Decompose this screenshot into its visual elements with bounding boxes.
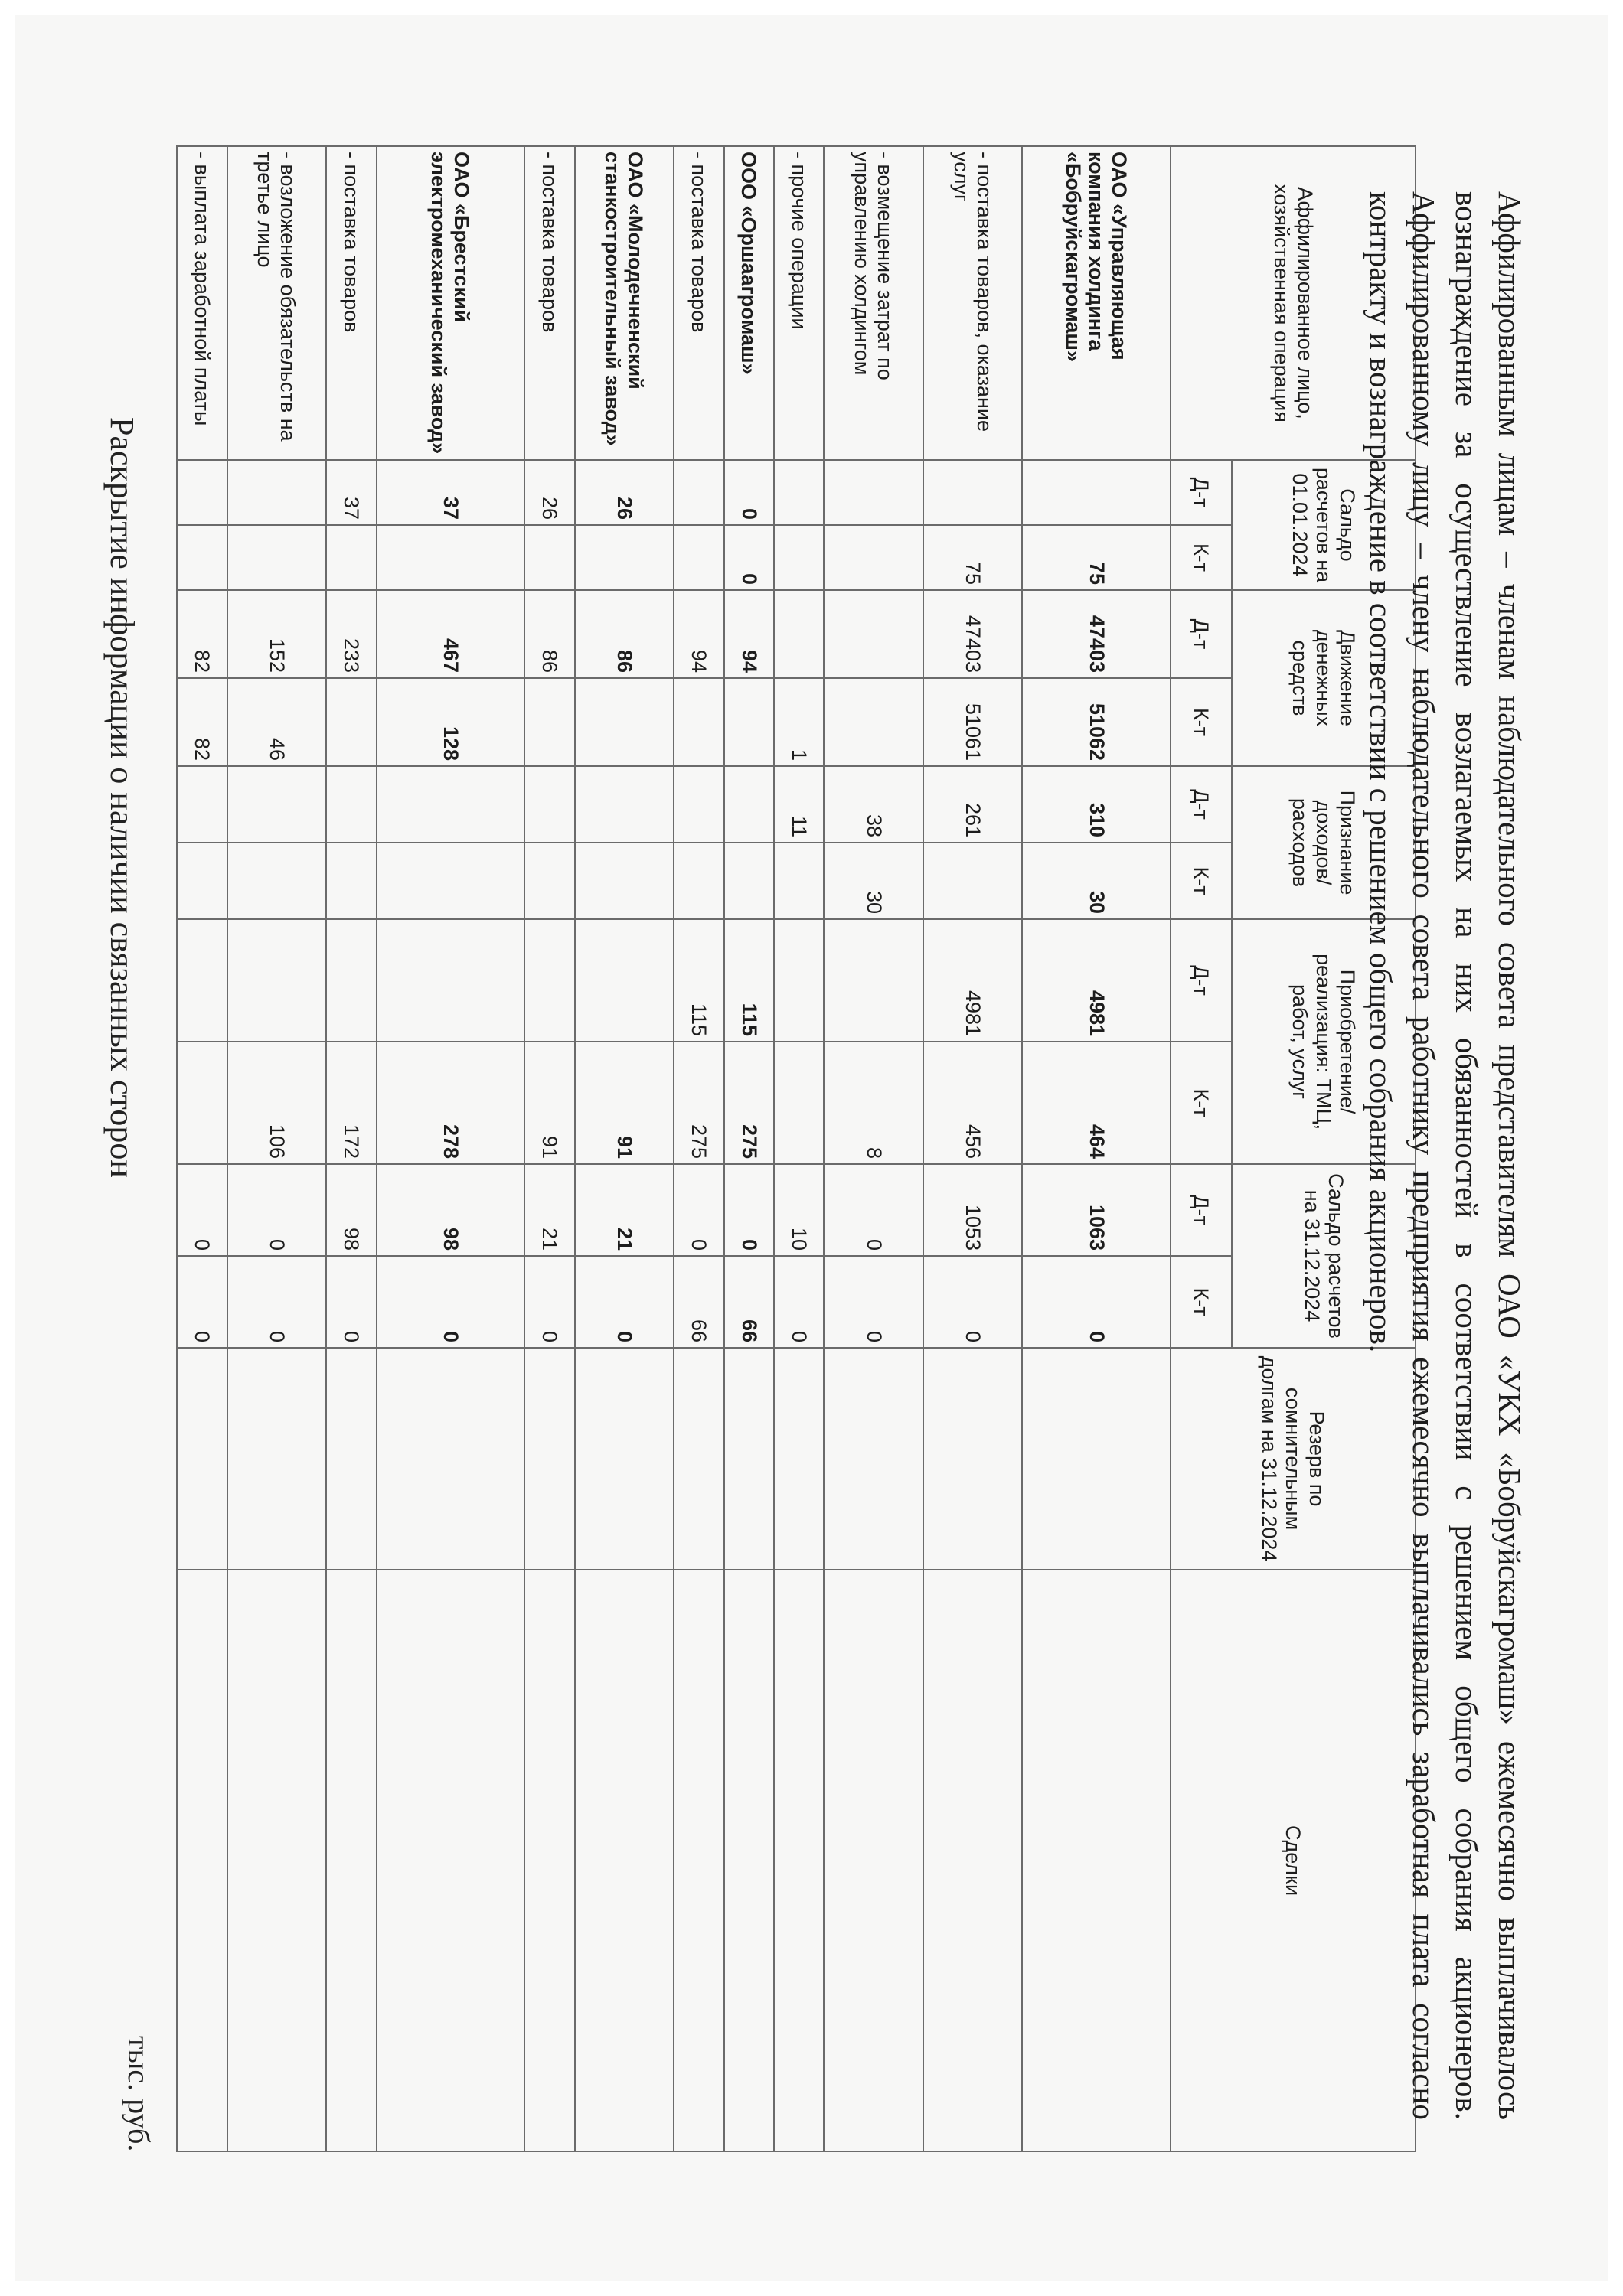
header-cash-flow: Движение денежных средств (1232, 590, 1416, 766)
value-cell: 115 (674, 919, 723, 1042)
value-cell: 0 (824, 1164, 923, 1256)
value-cell: 94 (724, 590, 774, 678)
value-cell (824, 590, 923, 678)
value-cell: 11 (774, 766, 824, 843)
value-cell: 0 (177, 1164, 227, 1256)
deals-cell (326, 1570, 376, 2151)
value-cell (326, 919, 376, 1042)
reserve-cell (774, 1348, 824, 1570)
value-cell (923, 843, 1023, 919)
value-cell (824, 919, 923, 1042)
currency-unit: тыс. руб. (122, 2036, 156, 2152)
value-cell: 0 (774, 1256, 824, 1348)
value-cell (377, 843, 525, 919)
table-row (326, 146, 376, 2151)
reserve-cell (177, 1348, 227, 1570)
value-cell: 0 (724, 525, 774, 590)
row-label: ОАО «Молодечненский станкостроительный завод» (575, 146, 674, 460)
deals-cell (724, 1570, 774, 2151)
deals-cell (377, 1570, 525, 2151)
deals-cell (674, 1570, 723, 2151)
subheader-credit: К-т (1171, 1256, 1232, 1348)
value-cell (575, 678, 674, 766)
value-cell: 1053 (923, 1164, 1023, 1256)
value-cell (524, 678, 574, 766)
value-cell: 4981 (923, 919, 1023, 1042)
value-cell: 26 (575, 460, 674, 525)
value-cell: 26 (524, 460, 574, 525)
reserve-cell (377, 1348, 525, 1570)
deals-cell (1022, 1570, 1171, 2151)
value-cell (774, 843, 824, 919)
value-cell: 10 (774, 1164, 824, 1256)
subheader-credit: К-т (1171, 525, 1232, 590)
value-cell: 0 (724, 1164, 774, 1256)
value-cell (227, 525, 327, 590)
table-row (824, 146, 923, 2151)
reserve-cell (923, 1348, 1023, 1570)
related-parties-table (176, 145, 1416, 2152)
row-label: - поставка товаров (674, 146, 723, 460)
value-cell: 4981 (1022, 919, 1171, 1042)
header-goods-services: Приобретение/ реализация: ТМЦ, работ, услуг (1232, 919, 1416, 1164)
value-cell (326, 843, 376, 919)
value-cell (524, 766, 574, 843)
value-cell: 86 (524, 590, 574, 678)
subheader-debit: Д-т (1171, 1164, 1232, 1256)
value-cell: 1 (774, 678, 824, 766)
value-cell (674, 678, 723, 766)
value-cell: 0 (227, 1256, 327, 1348)
value-cell: 37 (326, 460, 376, 525)
value-cell: 30 (824, 843, 923, 919)
table-row (177, 146, 227, 2151)
value-cell (177, 525, 227, 590)
header-doubtful-reserve: Резерв по сомнительным долгам на 31.12.2024 (1171, 1348, 1416, 1570)
value-cell (724, 678, 774, 766)
table-row (923, 146, 1023, 2151)
value-cell (575, 525, 674, 590)
value-cell: 456 (923, 1042, 1023, 1164)
value-cell: 0 (724, 460, 774, 525)
value-cell: 464 (1022, 1042, 1171, 1164)
value-cell: 75 (1022, 525, 1171, 590)
table-row (724, 146, 774, 2151)
value-cell: 1063 (1022, 1164, 1171, 1256)
value-cell: 30 (1022, 843, 1171, 919)
value-cell (1022, 460, 1171, 525)
deals-cell (524, 1570, 574, 2151)
value-cell (923, 460, 1023, 525)
value-cell: 275 (724, 1042, 774, 1164)
row-label: - возложение обязательств на третье лицо (227, 146, 327, 460)
value-cell: 172 (326, 1042, 376, 1164)
value-cell (774, 590, 824, 678)
value-cell (674, 766, 723, 843)
value-cell: 82 (177, 678, 227, 766)
subheader-debit: Д-т (1171, 766, 1232, 843)
header-closing-balance: Сальдо расчетов на 31.12.2024 (1232, 1164, 1416, 1348)
value-cell: 0 (524, 1256, 574, 1348)
value-cell: 47403 (1022, 590, 1171, 678)
deals-cell (227, 1570, 327, 2151)
value-cell: 115 (724, 919, 774, 1042)
value-cell (774, 1042, 824, 1164)
value-cell: 51061 (923, 678, 1023, 766)
row-label: - прочие операции (774, 146, 824, 460)
value-cell (674, 525, 723, 590)
value-cell (377, 919, 525, 1042)
value-cell (326, 766, 376, 843)
header-entity: Аффилированное лицо, хозяйственная операция (1171, 146, 1416, 460)
value-cell: 233 (326, 590, 376, 678)
value-cell: 8 (824, 1042, 923, 1164)
row-label: - поставка товаров, оказание услуг (923, 146, 1023, 460)
subheader-debit: Д-т (1171, 460, 1232, 525)
value-cell (326, 525, 376, 590)
value-cell: 106 (227, 1042, 327, 1164)
value-cell (524, 843, 574, 919)
header-deals: Сделки (1171, 1570, 1416, 2151)
value-cell: 152 (227, 590, 327, 678)
value-cell: 21 (575, 1164, 674, 1256)
value-cell (524, 525, 574, 590)
value-cell: 0 (923, 1256, 1023, 1348)
deals-cell (774, 1570, 824, 2151)
value-cell (326, 678, 376, 766)
reserve-cell (326, 1348, 376, 1570)
table-row (227, 146, 327, 2151)
value-cell (824, 525, 923, 590)
subheader-debit: Д-т (1171, 919, 1232, 1042)
remuneration-paragraph: Аффилированным лицам – членам наблюдательного совета представителям ОАО «УКХ «Бобруйскагромаш» ежемесячно выплачивалось вознаграждение за осуществление возлагаемых на них обязанностей в соответствии с решением общего собрания акционеров. Аффилированному лицу – члену наблюдательного совета работнику предприятия ежемесячно выплачивались заработная плата согласно контракту и вознаграждение в соответствии с решением общего собрания акционеров. (1363, 191, 1527, 2120)
value-cell: 0 (1022, 1256, 1171, 1348)
value-cell: 75 (923, 525, 1023, 590)
reserve-cell (227, 1348, 327, 1570)
value-cell: 128 (377, 678, 525, 766)
value-cell (724, 843, 774, 919)
table-row (674, 146, 723, 2151)
value-cell (824, 678, 923, 766)
value-cell: 0 (326, 1256, 376, 1348)
table-row (774, 146, 824, 2151)
value-cell: 0 (177, 1256, 227, 1348)
value-cell (377, 525, 525, 590)
table-row (1022, 146, 1171, 2151)
row-label: ОАО «Управляющая компания холдинга «Бобруйскагромаш» (1022, 146, 1171, 460)
value-cell (674, 460, 723, 525)
value-cell (524, 919, 574, 1042)
subheader-credit: К-т (1171, 843, 1232, 919)
row-label: - выплата заработной платы (177, 146, 227, 460)
header-opening-balance: Сальдо расчетов на 01.01.2024 (1232, 460, 1416, 590)
deals-cell (177, 1570, 227, 2151)
value-cell: 37 (377, 460, 525, 525)
value-cell (774, 525, 824, 590)
value-cell: 275 (674, 1042, 723, 1164)
value-cell (674, 843, 723, 919)
value-cell (227, 460, 327, 525)
value-cell: 310 (1022, 766, 1171, 843)
value-cell: 82 (177, 590, 227, 678)
subheader-credit: К-т (1171, 1042, 1232, 1164)
value-cell: 46 (227, 678, 327, 766)
value-cell (227, 843, 327, 919)
related-parties-table-wrapper (176, 145, 1416, 2151)
document-title: Раскрытие информации о наличии связанных сторон (103, 417, 141, 1178)
value-cell (227, 766, 327, 843)
value-cell (575, 919, 674, 1042)
value-cell: 38 (824, 766, 923, 843)
table-row (377, 146, 525, 2151)
value-cell: 91 (524, 1042, 574, 1164)
value-cell: 47403 (923, 590, 1023, 678)
value-cell: 98 (326, 1164, 376, 1256)
value-cell: 0 (824, 1256, 923, 1348)
value-cell: 261 (923, 766, 1023, 843)
subheader-debit: Д-т (1171, 590, 1232, 678)
reserve-cell (524, 1348, 574, 1570)
value-cell (177, 919, 227, 1042)
value-cell: 0 (674, 1164, 723, 1256)
value-cell (575, 766, 674, 843)
value-cell: 94 (674, 590, 723, 678)
value-cell (724, 766, 774, 843)
deals-cell (575, 1570, 674, 2151)
value-cell (774, 460, 824, 525)
row-label: ООО «Оршаагромаш» (724, 146, 774, 460)
table-body (177, 146, 1171, 2151)
value-cell: 278 (377, 1042, 525, 1164)
value-cell: 467 (377, 590, 525, 678)
value-cell: 86 (575, 590, 674, 678)
value-cell: 21 (524, 1164, 574, 1256)
row-label: - возмещение затрат по управлению холдингом (824, 146, 923, 460)
subheader-credit: К-т (1171, 678, 1232, 766)
row-label: - поставка товаров (524, 146, 574, 460)
value-cell: 51062 (1022, 678, 1171, 766)
value-cell: 66 (724, 1256, 774, 1348)
value-cell (377, 766, 525, 843)
value-cell: 66 (674, 1256, 723, 1348)
reserve-cell (575, 1348, 674, 1570)
header-income-expense: Признание доходов/ расходов (1232, 766, 1416, 919)
row-label: ОАО «Брестский электромеханический завод» (377, 146, 525, 460)
table-row (575, 146, 674, 2151)
reserve-cell (824, 1348, 923, 1570)
reserve-cell (1022, 1348, 1171, 1570)
value-cell: 98 (377, 1164, 525, 1256)
value-cell: 91 (575, 1042, 674, 1164)
value-cell: 0 (227, 1164, 327, 1256)
value-cell: 0 (575, 1256, 674, 1348)
reserve-cell (724, 1348, 774, 1570)
deals-cell (923, 1570, 1023, 2151)
deals-cell (824, 1570, 923, 2151)
value-cell (177, 1042, 227, 1164)
row-label: - поставка товаров (326, 146, 376, 460)
reserve-cell (674, 1348, 723, 1570)
value-cell (575, 843, 674, 919)
value-cell (774, 919, 824, 1042)
value-cell (824, 460, 923, 525)
value-cell (227, 919, 327, 1042)
table-row (524, 146, 574, 2151)
value-cell (177, 766, 227, 843)
value-cell: 0 (377, 1256, 525, 1348)
value-cell (177, 460, 227, 525)
value-cell (177, 843, 227, 919)
